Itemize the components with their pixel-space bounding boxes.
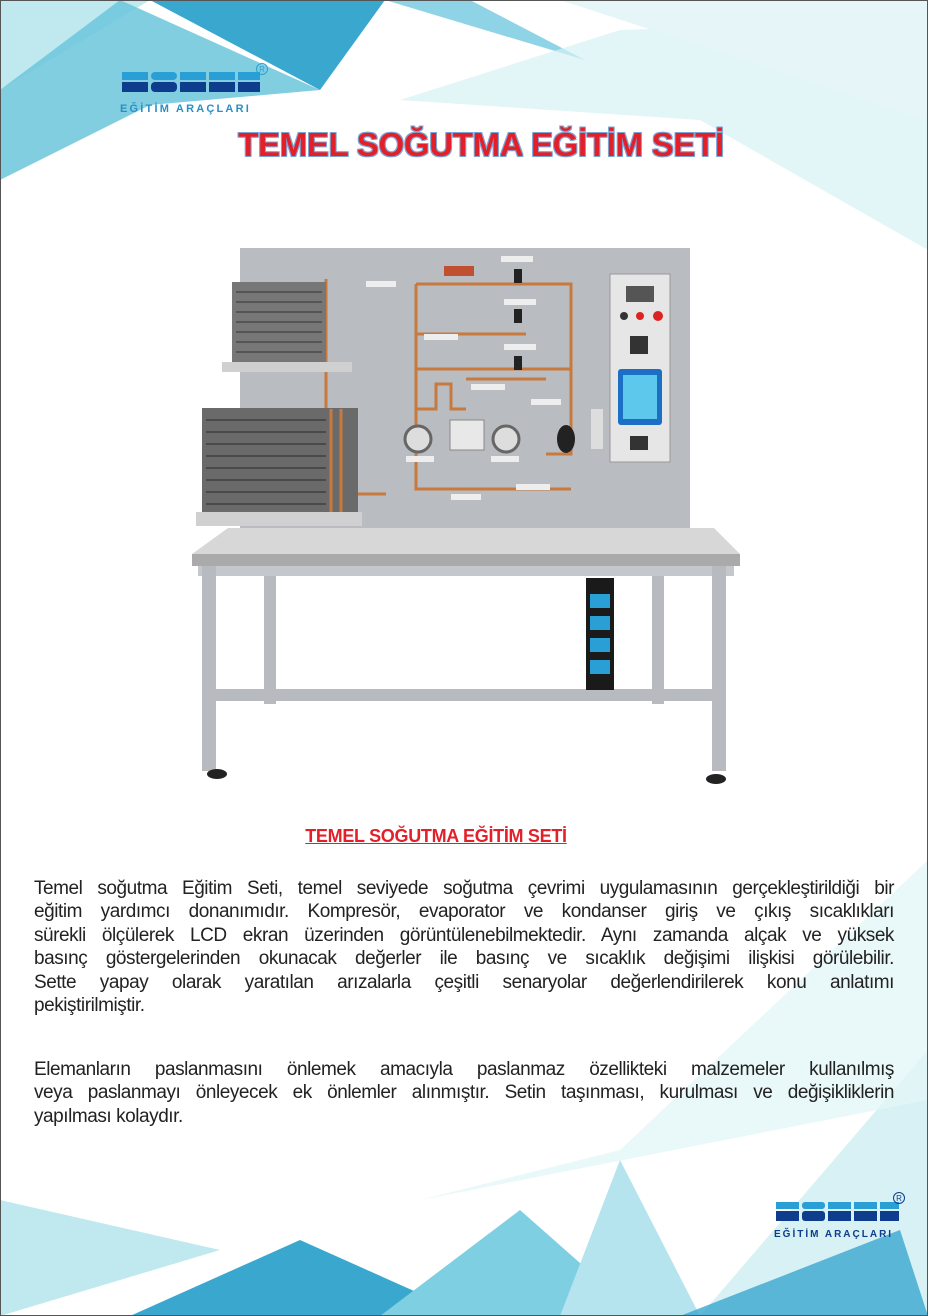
text-line: pekiştirilmiştir. xyxy=(34,995,145,1017)
brand-logo-top xyxy=(120,62,270,115)
text-line: sürekli ölçülerek LCD ekran üzerinden görüntülenebilmektedir. Aynı zamanda alçak ve yüksek xyxy=(34,924,894,946)
content-subtitle: TEMEL SOĞUTMA EĞİTİM SETİ xyxy=(305,826,567,846)
modul-logo-icon xyxy=(120,62,270,98)
brand-logo-bottom xyxy=(774,1190,909,1240)
description-paragraph-2 xyxy=(34,1058,894,1128)
description-paragraph-1 xyxy=(34,877,894,1017)
text-line: veya paslanmayı önleyecek ek önlemler alınmıştır. Setin taşınması, kurulması ve değişikliklerin xyxy=(34,1082,894,1104)
svg-text:R: R xyxy=(259,65,265,74)
text-line: Sette yapay olarak yaratılan arızalarla çeşitli senaryolar değerlendirilerek konu anlatımı xyxy=(34,971,894,993)
text-line: eğitim yardımcı donanımıdır. Kompresör, evaporator ve kondanser giriş ve çıkış sıcaklıkları xyxy=(34,901,894,923)
text-line: basınç göstergelerinden okunacak değerler ile basınç ve sıcaklık değişimi ilişkisi görülebilir. xyxy=(34,948,894,970)
logo-subtitle: EĞİTİM ARAÇLARI xyxy=(120,103,251,115)
svg-text:R: R xyxy=(896,1194,902,1203)
logo-subtitle: EĞİTİM ARAÇLARI xyxy=(774,1229,894,1240)
page-title: TEMEL SOĞUTMA EĞİTİM SETİ xyxy=(238,126,724,163)
refrigeration-training-bench-image xyxy=(186,244,746,789)
text-line: Temel soğutma Eğitim Seti, temel seviyede soğutma çevrimi uygulamasının gerçekleştirildiği bir xyxy=(34,878,894,899)
text-line: yapılması kolaydır. xyxy=(34,1105,183,1127)
modul-logo-icon xyxy=(774,1190,909,1224)
text-line: Elemanların paslanmasını önlemek amacıyla paslanmaz özellikteki malzemeler kullanılmış xyxy=(34,1059,894,1080)
